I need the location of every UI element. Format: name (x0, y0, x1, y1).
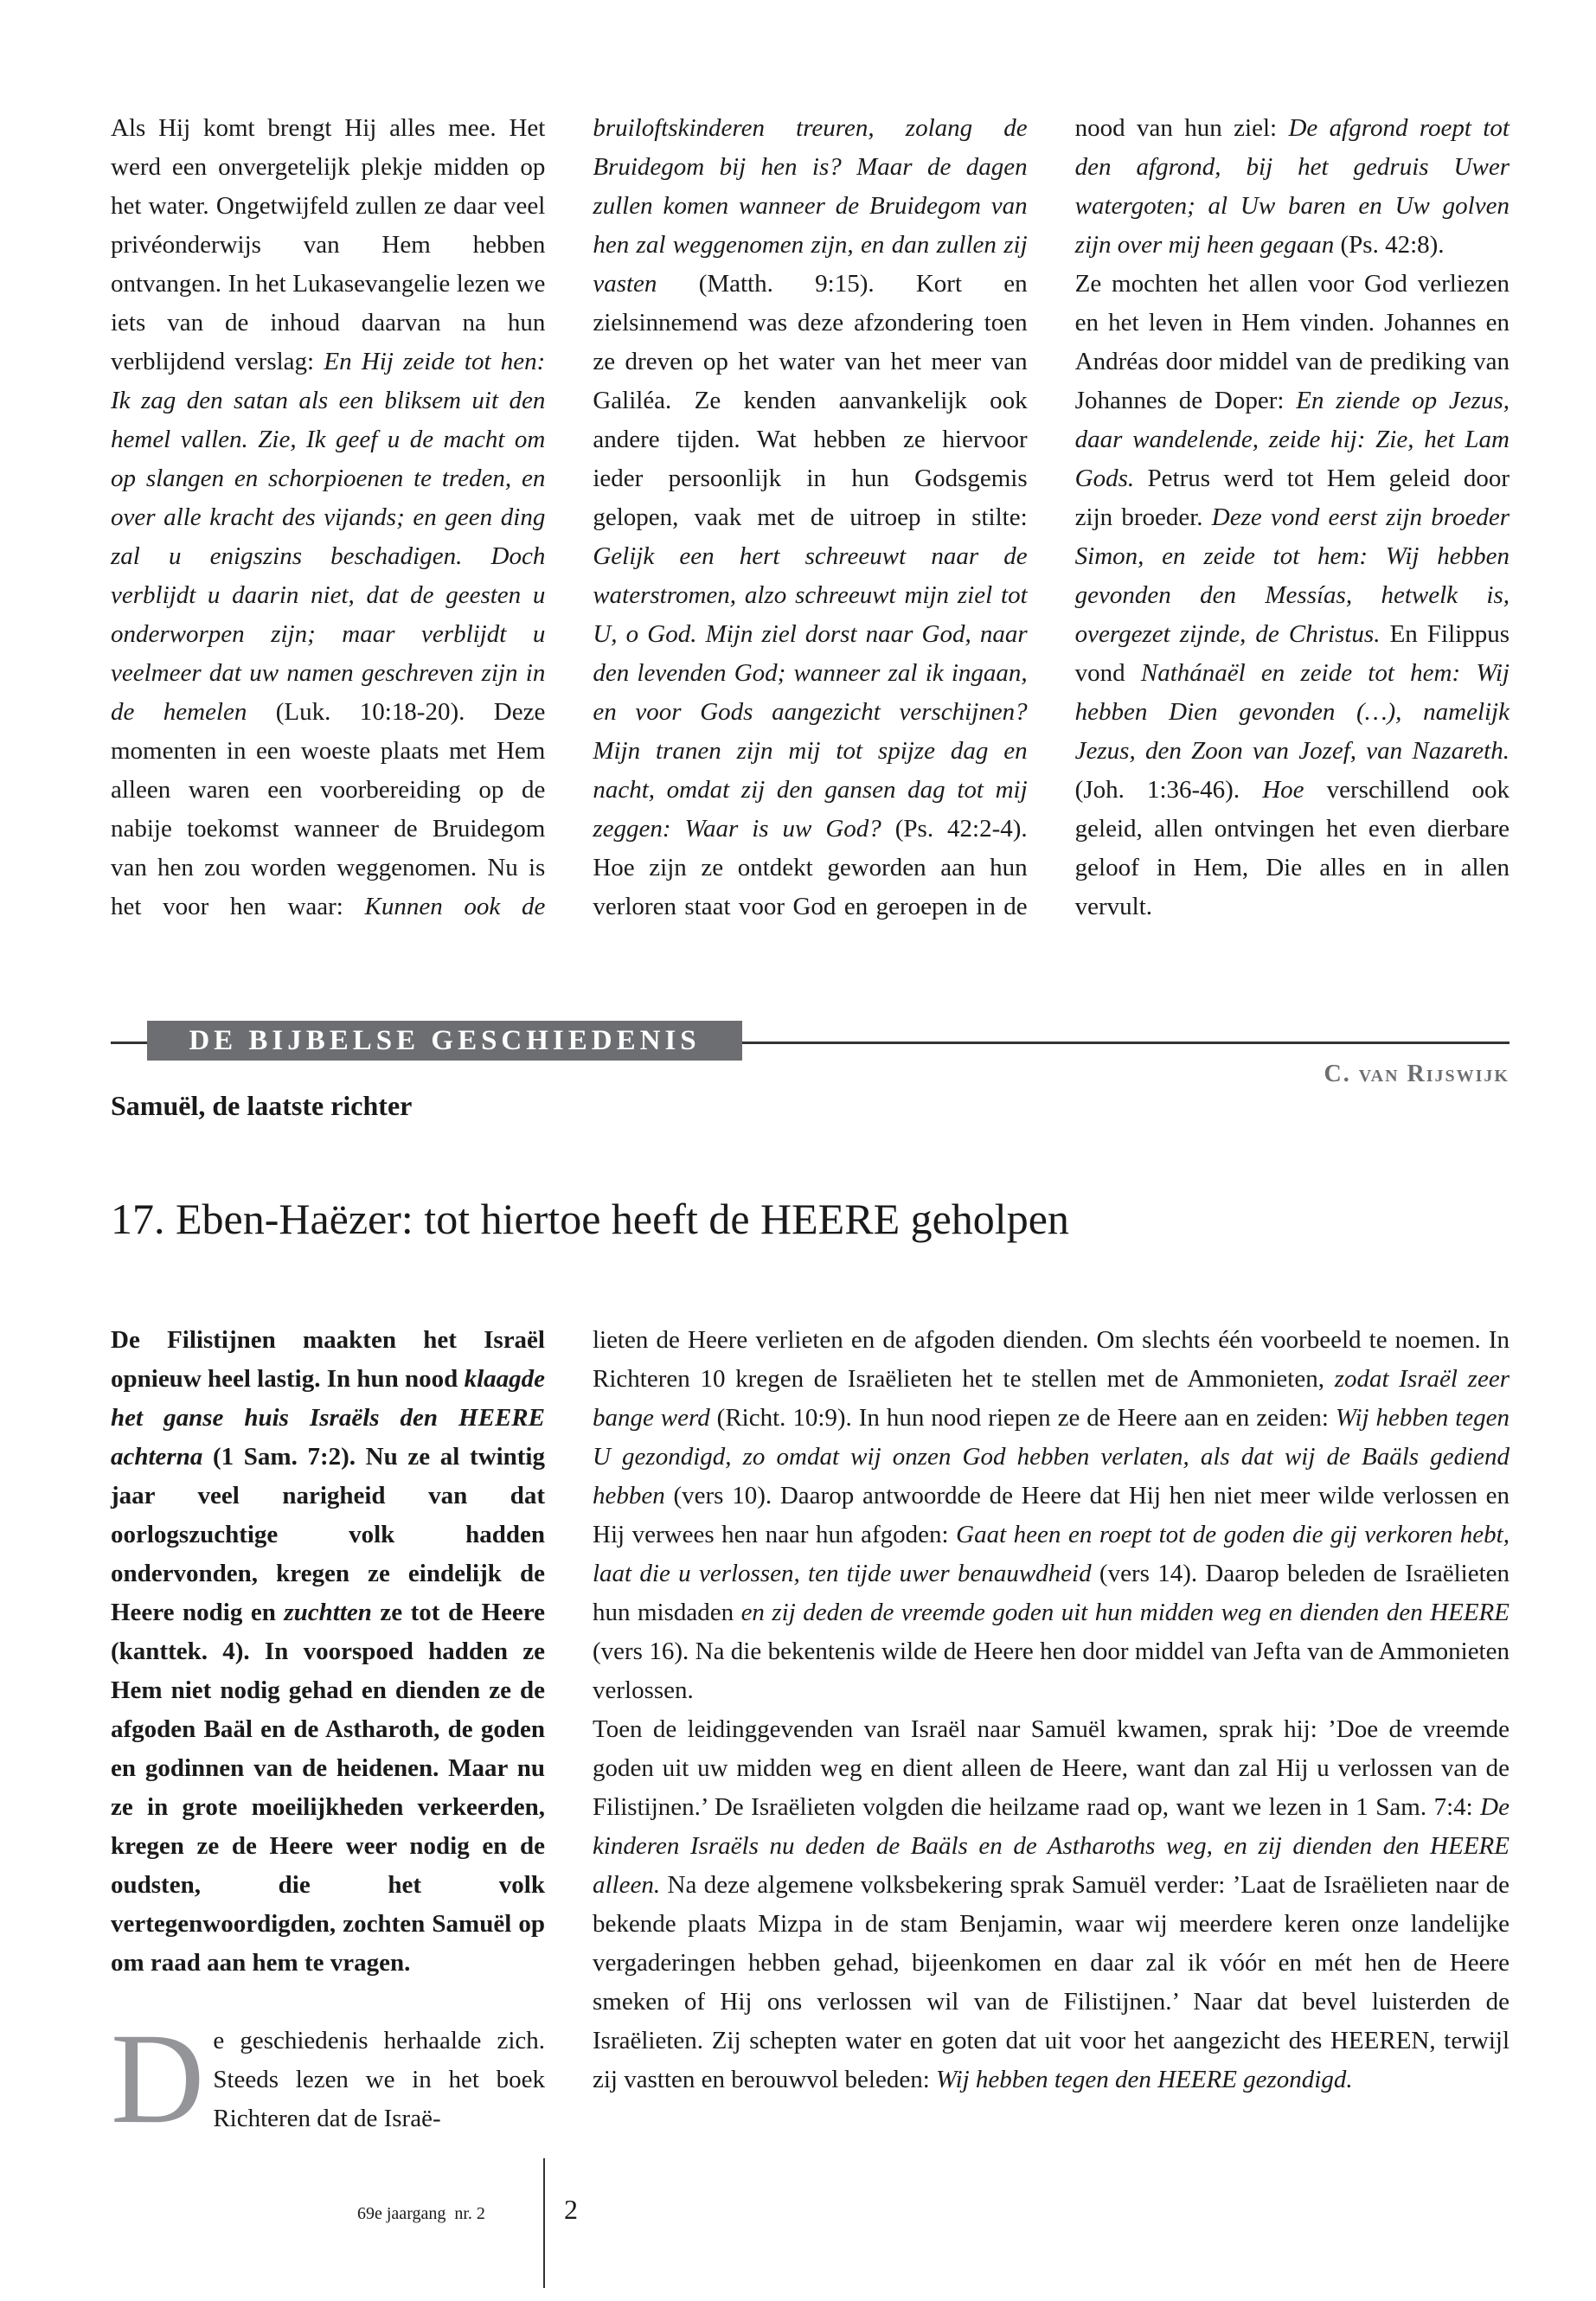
body-text: Ze mochten het allen voor God verliezen en het leven in Hem vinden. Johannes en Andréas door middel van de prediking van Johannes de Doper: (1074, 270, 1509, 414)
paragraph (593, 1710, 1509, 2099)
previous-article-columns (111, 109, 1509, 939)
paragraph (1075, 265, 1509, 926)
quotation-text: en zij deden de vreemde goden uit hun midden weg en dienden den HEERE (740, 1599, 1509, 1626)
intro-text: e geschiedenis herhaalde zich. Steeds lezen we in het boek Richteren dat de Israë- (213, 2027, 545, 2132)
section-label: DE BIJBELSE GESCHIEDENIS (147, 1021, 742, 1061)
quotation-text: Wij hebben tegen den HEERE gezondigd. (936, 2066, 1353, 2093)
author-name: C. van Rijswijk (1324, 1061, 1509, 1087)
body-text: (vers 14). Daarop beleden de Israëlieten hun misdaden (593, 1560, 1509, 1626)
body-text: (1 Sam. 7:2). Nu ze al twintig jaar veel narigheid van dat oorlogszuchtige volk hadden ondervonden, kregen ze eindelijk de Heere nodig en (111, 1443, 545, 1626)
quotation-text: zuchtten (284, 1599, 372, 1626)
body-text: Als Hij komt brengt Hij alles mee. Het werd een onvergetelijk plekje midden op het water. Ongetwijfeld zullen ze daar veel privéonderwijs van Hem hebben ontvangen. In het Lukasevangelie lezen we iets van de inhoud daarvan na hun verblijdend verslag: (111, 114, 546, 375)
body-text: (Richt. 10:9). In hun nood riepen ze de Heere aan en zeiden: (709, 1404, 1336, 1432)
body-text: verschillend ook geleid, allen ontvingen het even dierbare geloof in Hem, Die alles en in allen vervult. (1074, 776, 1509, 920)
lead-paragraph (111, 1321, 545, 1983)
quotation-text: zodat Israël zeer bange werd (593, 1365, 1509, 1432)
body-text: Toen de leidinggevenden van Israël naar Samuël kwamen, sprak hij: ’Doe de vreemde goden uit uw midden weg en dient alleen de Heere, want dan zal Hij u verlossen van de Filistijnen.’ De Israëlieten volgden die heilzame raad op, want we lezen in 1 Sam. 7:4: (593, 1715, 1509, 1821)
quotation-text: klaagde het ganse huis Israëls den HEERE achterna (111, 1365, 545, 1471)
quotation-text: Deze vond eerst zijn broeder Simon, en zeide tot hem: Wij hebben gevonden den Messías, hetwelk is, overgezet zijnde, de Christus. (1074, 503, 1509, 648)
body-text: (Ps. 42:2-4). Hoe zijn ze ontdekt geworden aan hun verloren staat voor God en geroepen in de nood van hun ziel: (593, 114, 1289, 920)
article-body-column (593, 1321, 1509, 2099)
body-text: Na deze algemene volksbekering sprak Samuël verder: ’Laat de Israëlieten naar de bekende plaats Mizpa in de stam Benjamin, waar wij meerdere keren onze landelijke vergaderingen hebben gehad, bijeenkomen en daar zal ik vóór en mét hen de Heere smeken of Hij ons verlossen wil van de Filistijnen.’ Naar dat bevel luisterden de Israëlieten. Zij schepten water en goten dat uit voor het aangezicht des HEEREN, terwijl zij vastten en berouwvol beleden: (593, 1871, 1509, 2093)
quotation-text: Kunnen ook de bruiloftskinderen treuren, zolang de Bruidegom bij hen is? Maar de dagen zullen komen wanneer de Bruidegom van hen zal weggenomen zijn, en dan zullen zij vasten (364, 114, 1028, 920)
page-number: 2 (564, 2194, 578, 2225)
drop-cap: D (111, 2007, 205, 2150)
body-text: Petrus werd tot Hem geleid door zijn broeder. (1074, 465, 1509, 531)
body-text: (vers 10). Daarop antwoordde de Heere dat Hij hen niet meer wilde verlossen en Hij verwees hen naar hun afgoden: (593, 1482, 1509, 1548)
paragraph (593, 1321, 1509, 1710)
body-text: ze tot de Heere (kanttek. 4). In voorspoed hadden ze Hem niet nodig gehad en dienden ze de afgoden Baäl en de Astharoth, de goden en godinnen van de heidenen. Maar nu ze in grote moeilijkheden verkeerden, kregen ze de Heere weer nodig en de oudsten, die het volk vertegenwoordigden, zochten Samuël op om raad aan hem te vragen. (111, 1599, 545, 1977)
quotation-text: Wij hebben tegen U gezondigd, zo omdat wij onzen God hebben verlaten, als dat wij de Baäls gediend hebben (593, 1404, 1509, 1509)
body-text: lieten de Heere verlieten en de afgoden dienden. Om slechts één voorbeeld te noemen. In Richteren 10 kregen de Israëlieten het te stellen met de Ammonieten, (593, 1326, 1509, 1393)
quotation-text: En ziende op Jezus, daar wandelende, zeide hij: Zie, het Lam Gods. (1074, 387, 1509, 492)
body-text: (Matth. 9:15). Kort en zielsinnemend was deze afzondering toen ze dreven op het water van het meer van Galiléa. Ze kenden aanvankelijk ook andere tijden. Wat hebben ze hiervoor ieder persoonlijk in hun Godsgemis gelopen, vaak met de uitroep in stilte: (593, 270, 1028, 531)
article-title: 17. Eben-Haëzer: tot hiertoe heeft de HEERE geholpen (111, 1195, 1069, 1243)
body-text: (Joh. 1:36-46). (1074, 776, 1263, 804)
series-subtitle: Samuël, de laatste richter (111, 1090, 413, 1121)
footer-divider (543, 2158, 545, 2288)
issue-info: 69e jaargang nr. 2 (357, 2204, 485, 2223)
body-text: (Ps. 42:8). (1334, 231, 1445, 259)
quotation-text: De kinderen Israëls nu deden de Baäls en de Astharoths weg, en zij dienden den HEERE alleen. (593, 1793, 1509, 1899)
quotation-text: De afgrond roept tot den afgrond, bij het gedruis Uwer watergoten; al Uw baren en Uw golven zijn over mij heen gegaan (1074, 114, 1509, 259)
quotation-text: Gelijk een hert schreeuwt naar de waterstromen, alzo schreeuwt mijn ziel tot U, o God. Mijn ziel dorst naar God, naar den levenden God; wanneer zal ik ingaan, en voor Gods aangezicht verschijnen? Mijn tranen zijn mij tot spijze dag en nacht, omdat zij den gansen dag tot mij zeggen: Waar is uw God? (593, 542, 1028, 843)
intro-paragraph (111, 2007, 545, 2150)
quotation-text: Hoe (1262, 776, 1304, 804)
quotation-text: Gaat heen en roept tot de goden die gij verkoren hebt, laat die u verlossen, ten tijde uwer benauwdheid (593, 1521, 1509, 1587)
body-text: En Filippus vond (1074, 620, 1509, 687)
body-text: De Filistijnen maakten het Israël opnieuw heel lastig. In hun nood (111, 1326, 545, 1393)
quotation-text: Nathánaël en zeide tot hem: Wij hebben Dien gevonden (…), namelijk Jezus, den Zoon van Jozef, van Nazareth. (1074, 659, 1509, 765)
quotation-text: En Hij zeide tot hen: Ik zag den satan als een bliksem uit den hemel vallen. Zie, Ik geef u de macht om op slangen en schorpioenen te treden, en over alle kracht des vijands; en geen ding zal u enigszins beschadigen. Doch verblijdt u daarin niet, dat de geesten u onderworpen zijn; maar verblijdt u veelmeer dat uw namen geschreven zijn in de hemelen (111, 348, 546, 726)
body-text: (vers 16). Na die bekentenis wilde de Heere hen door middel van Jefta van de Ammonieten verlossen. (593, 1638, 1509, 1704)
body-text: (Luk. 10:18-20). Deze momenten in een woeste plaats met Hem alleen waren een voorbereiding op de nabije toekomst wanneer de Bruidegom van hen zou worden weggenomen. Nu is het voor hen waar: (111, 698, 546, 920)
